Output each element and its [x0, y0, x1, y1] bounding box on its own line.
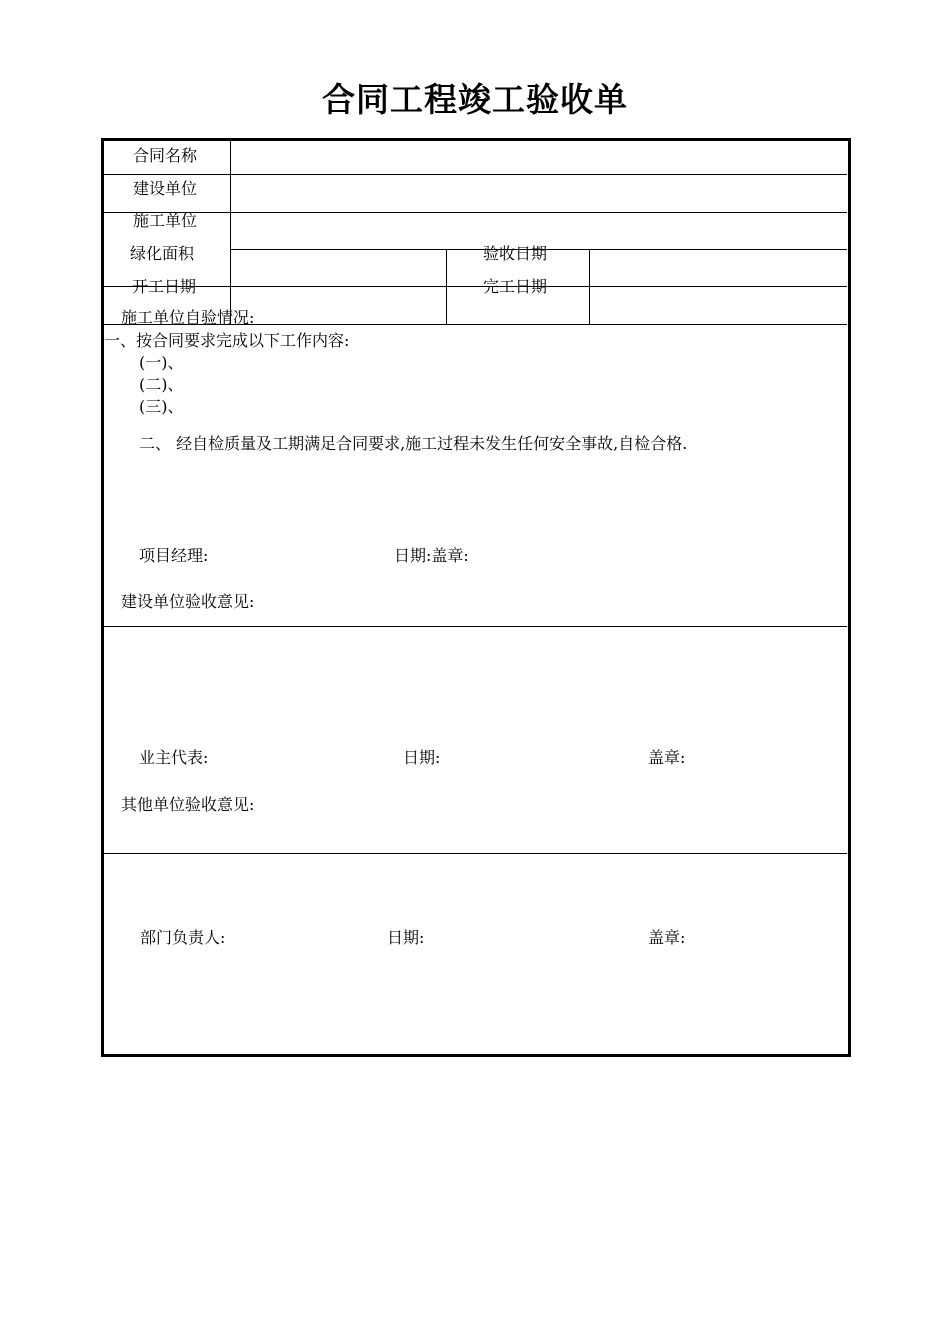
project-manager-label: 项目经理: — [139, 546, 209, 565]
owner-rep-label: 业主代表: — [139, 748, 209, 767]
acceptance-date-label: 验收日期 — [483, 244, 548, 263]
other-acceptance-heading: 其他单位验收意见: — [121, 795, 255, 814]
start-date-label: 开工日期 — [132, 277, 197, 296]
row-divider — [103, 212, 847, 213]
section-divider — [103, 626, 847, 627]
other-seal-label: 盖章: — [648, 928, 686, 947]
client-date-label: 日期: — [403, 748, 441, 767]
green-area-label: 绿化面积 — [130, 244, 195, 263]
self-inspection-heading: 施工单位自验情况: — [121, 308, 255, 327]
other-date-label: 日期: — [387, 928, 425, 947]
column-divider — [230, 141, 231, 325]
work-item-3: (三)、 — [139, 397, 184, 416]
column-divider — [446, 250, 447, 325]
form-title: 合同工程竣工验收单 — [322, 80, 628, 119]
row-divider — [103, 286, 847, 287]
client-acceptance-heading: 建设单位验收意见: — [121, 592, 255, 611]
client-label: 建设单位 — [133, 179, 198, 198]
work-items-heading: 一、按合同要求完成以下工作内容: — [104, 331, 350, 350]
dept-head-label: 部门负责人: — [140, 928, 226, 947]
work-item-2: (二)、 — [139, 375, 184, 394]
column-divider — [589, 250, 590, 325]
row-divider — [103, 174, 847, 175]
work-item-1: (一)、 — [139, 353, 184, 372]
date-seal-label: 日期:盖章: — [394, 546, 469, 565]
client-seal-label: 盖章: — [648, 748, 686, 767]
self-inspection-result: 二、 经自检质量及工期满足合同要求,施工过程未发生任何安全事故,自检合格. — [139, 434, 688, 453]
contractor-label: 施工单位 — [133, 211, 198, 230]
section-divider — [103, 853, 847, 854]
completion-date-label: 完工日期 — [483, 277, 548, 296]
contract-name-label: 合同名称 — [133, 146, 198, 165]
